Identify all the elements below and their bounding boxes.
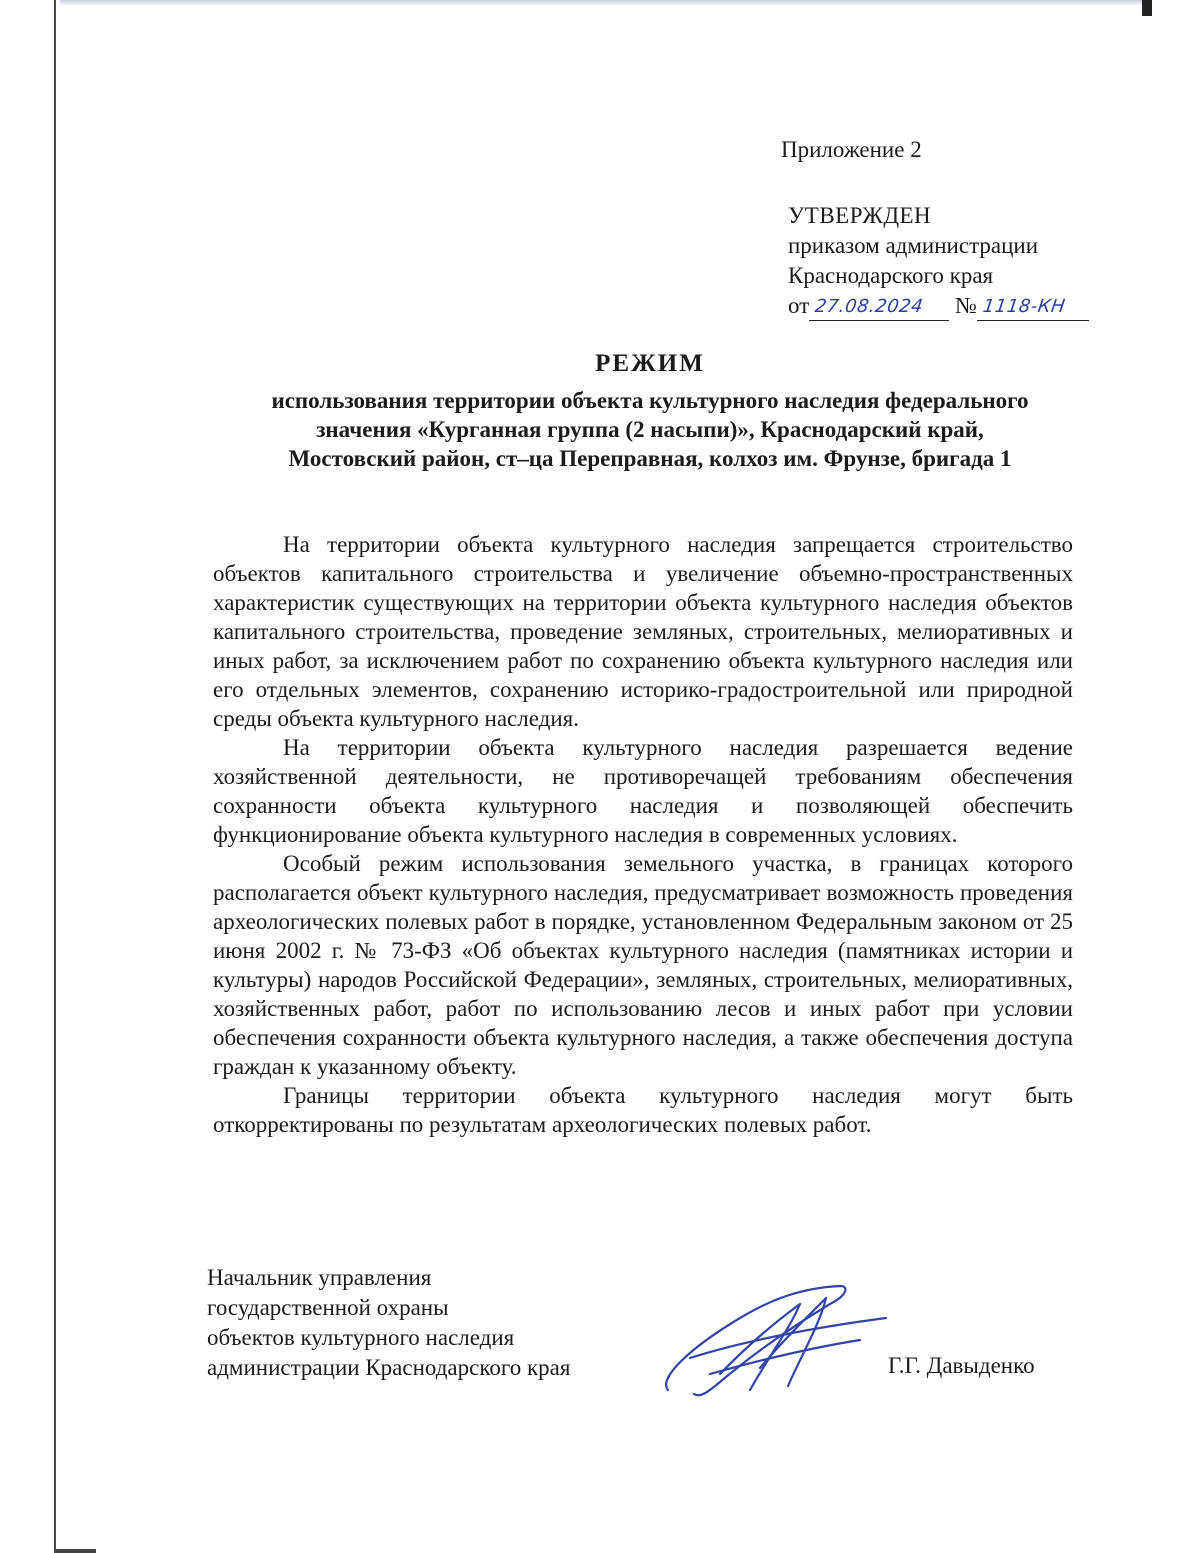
approved-heading: УТВЕРЖДЕН <box>788 203 932 228</box>
paragraph: На территории объекта культурного наследия разрешается ведение хозяйственной деятельности, не противоречащей требованиям обеспечения сохранности объекта культурного наследия и позволяющей обеспечить функционирование объекта культурного наследия в современных условиях. <box>213 735 1073 847</box>
number-prefix: № <box>955 293 977 318</box>
document-body <box>213 530 1073 1139</box>
date-blank <box>809 294 949 321</box>
paragraph: На территории объекта культурного наследия запрещается строительство объектов капитального строительства и увеличение объемно-пространственных характеристик существующих на территории объекта культурного наследия объектов капитального строительства, проведение земляных, строительных, мелиоративных и иных работ, за исключением работ по сохранению объекта культурного наследия или его отдельных элементов, сохранению историко-градостроительной или природной среды объекта культурного наследия. <box>213 532 1073 731</box>
signer-line-4: администрации Краснодарского края <box>207 1355 571 1380</box>
signer-line-3: объектов культурного наследия <box>207 1325 515 1350</box>
order-date-number-line <box>788 291 1089 321</box>
approval-line-2: Краснодарского края <box>788 263 994 288</box>
title-line-3: Мостовский район, ст–ца Переправная, колхоз им. Фрунзе, бригада 1 <box>288 446 1012 471</box>
title-main: РЕЖИМ <box>595 350 705 377</box>
signer-position <box>207 1263 570 1383</box>
scan-top-edge <box>60 0 1150 6</box>
paragraph: Границы территории объекта культурного наследия могут быть откорректированы по результатам археологических полевых работ. <box>213 1083 1073 1137</box>
date-prefix: от <box>788 293 810 318</box>
handwritten-date: 27.08.2024 <box>813 296 925 317</box>
document-title <box>160 350 1140 473</box>
signature-icon <box>650 1278 890 1408</box>
number-blank <box>977 294 1089 321</box>
approval-line-1: приказом администрации <box>788 233 1039 258</box>
signer-line-1: Начальник управления <box>207 1265 432 1290</box>
title-line-2: значения «Курганная группа (2 насыпи)», Краснодарский край, <box>316 417 984 442</box>
scan-left-edge <box>54 0 56 1553</box>
appendix-label: Приложение 2 <box>781 137 922 162</box>
scan-corner-mark <box>1142 0 1152 16</box>
title-line-1: использования территории объекта культурного наследия федерального <box>271 388 1029 413</box>
handwritten-number: 1118-КН <box>981 296 1067 317</box>
paragraph: Особый режим использования земельного участка, в границах которого располагается объект культурного наследия, предусматривает возможность проведения археологических полевых работ в порядке, установленном Федеральным законом от 25 июня 2002 г. № 73-ФЗ «Об объектах культурного наследия (памятниках истории и культуры) народов Российской Федерации», земляных, строительных, мелиоративных, хозяйственных работ, работ по использованию лесов и иных работ при условии обеспечения сохранности объекта культурного наследия, а также обеспечения доступа граждан к указанному объекту. <box>213 851 1073 1079</box>
scan-bottom-mark <box>56 1549 96 1553</box>
signer-line-2: государственной охраны <box>207 1295 449 1320</box>
approval-block <box>788 201 1089 321</box>
signer-name: Г.Г. Давыденко <box>888 1353 1035 1378</box>
